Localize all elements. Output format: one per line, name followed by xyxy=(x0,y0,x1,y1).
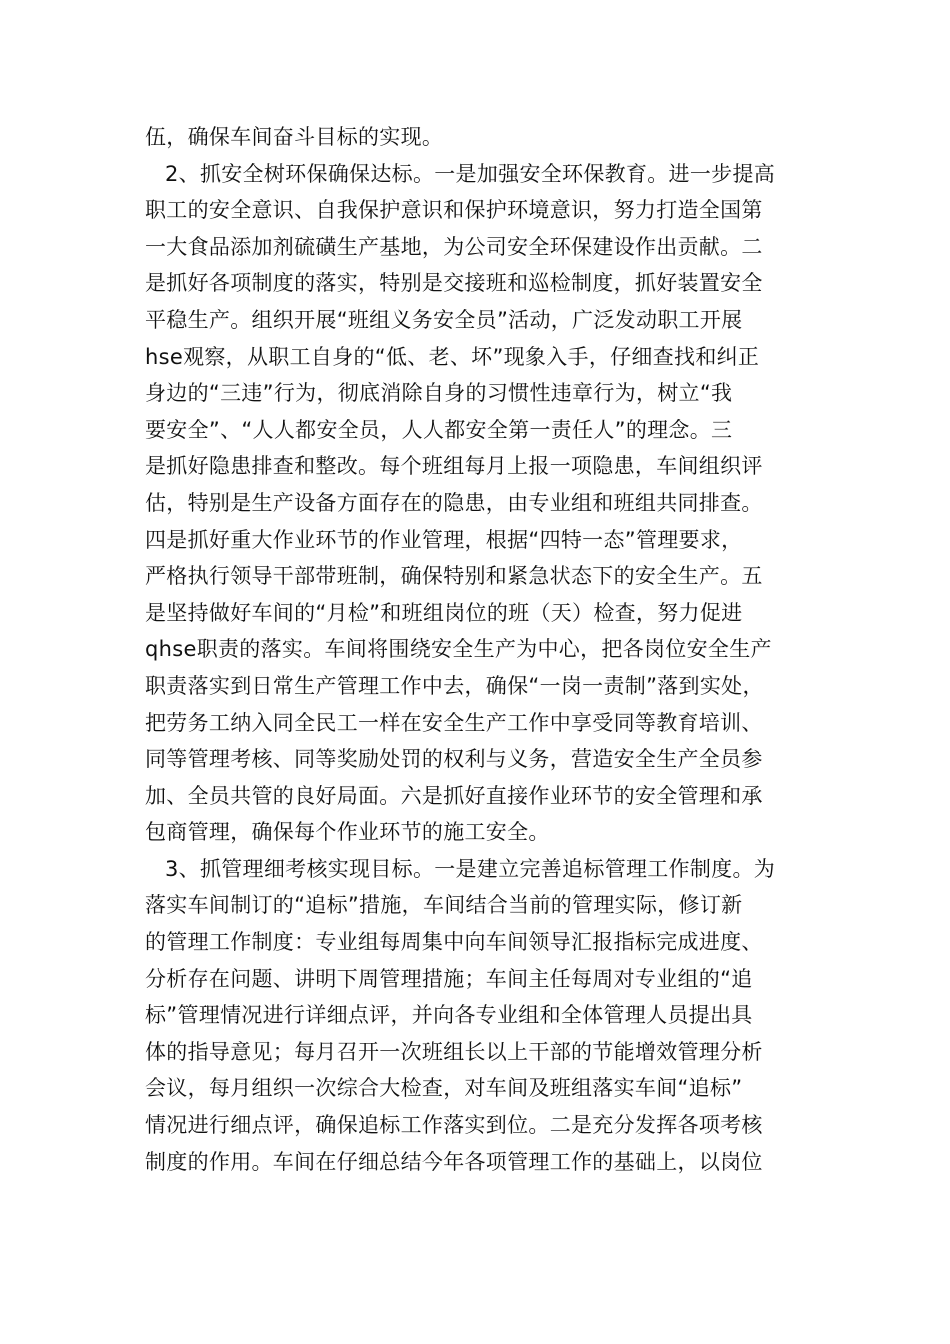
text-line: 严格执行领导干部带班制，确保特别和紧急状态下的安全生产。五 xyxy=(145,564,763,589)
document-body xyxy=(145,119,825,1180)
text-line: 是抓好隐患排查和整改。每个班组每月上报一项隐患，车间组织评 xyxy=(145,454,763,479)
text-line: 身边的“三违”行为，彻底消除自身的习惯性违章行为，树立“我 xyxy=(145,381,733,406)
text-line: 同等管理考核、同等奖励处罚的权利与义务，营造安全生产全员参 xyxy=(145,747,763,772)
text-line: 会议，每月组织一次综合大检查，对车间及班组落实车间“追标” xyxy=(145,1076,743,1101)
text-line: 分析存在问题、讲明下周管理措施；车间主任每周对专业组的“追 xyxy=(145,966,753,991)
text-line: 体的指导意见；每月召开一次班组长以上干部的节能增效管理分析 xyxy=(145,1039,763,1064)
text-line: 估，特别是生产设备方面存在的隐患，由专业组和班组共同排查。 xyxy=(145,490,763,515)
text-line: 平稳生产。组织开展“班组义务安全员”活动，广泛发动职工开展 xyxy=(145,307,743,332)
text-line: 落实车间制订的“追标”措施，车间结合当前的管理实际，修订新 xyxy=(145,893,743,918)
text-line: 伍，确保车间奋斗目标的实现。 xyxy=(145,125,444,149)
text-line: 2、抓安全树环保确保达标。一是加强安全环保教育。进一步提高 xyxy=(165,161,776,186)
text-line: 包商管理，确保每个作业环节的施工安全。 xyxy=(145,820,550,845)
text-line: 是坚持做好车间的“月检”和班组岗位的班（天）检查，努力促进 xyxy=(145,600,743,625)
text-line: 四是抓好重大作业环节的作业管理，根据“四特一态”管理要求， xyxy=(145,527,743,552)
text-line: 把劳务工纳入同全民工一样在安全生产工作中享受同等教育培训、 xyxy=(145,710,763,735)
text-line: 职责落实到日常生产管理工作中去，确保“一岗一责制”落到实处， xyxy=(145,673,764,698)
text-line: 的管理工作制度：专业组每周集中向车间领导汇报指标完成进度、 xyxy=(145,930,763,955)
text-line: hse观察，从职工自身的“低、老、坏”现象入手，仔细查找和纠正 xyxy=(145,344,760,369)
text-line: 3、抓管理细考核实现目标。一是建立完善追标管理工作制度。为 xyxy=(165,856,776,881)
text-line: 标”管理情况进行详细点评，并向各专业组和全体管理人员提出具 xyxy=(145,1003,753,1028)
text-line: 是抓好各项制度的落实，特别是交接班和巡检制度，抓好装置安全 xyxy=(145,271,763,296)
text-line: 制度的作用。车间在仔细总结今年各项管理工作的基础上，以岗位 xyxy=(145,1149,763,1174)
text-line: 要安全”、“人人都安全员，人人都安全第一责任人”的理念。三 xyxy=(145,417,733,442)
text-line: qhse职责的落实。车间将围绕安全生产为中心，把各岗位安全生产 xyxy=(145,637,772,662)
text-line: 一大食品添加剂硫磺生产基地，为公司安全环保建设作出贡献。二 xyxy=(145,234,763,259)
text-line: 加、全员共管的良好局面。六是抓好直接作业环节的安全管理和承 xyxy=(145,783,763,808)
text-line: 情况进行细点评，确保追标工作落实到位。二是充分发挥各项考核 xyxy=(145,1113,763,1138)
text-line: 职工的安全意识、自我保护意识和保护环境意识，努力打造全国第 xyxy=(145,198,763,223)
